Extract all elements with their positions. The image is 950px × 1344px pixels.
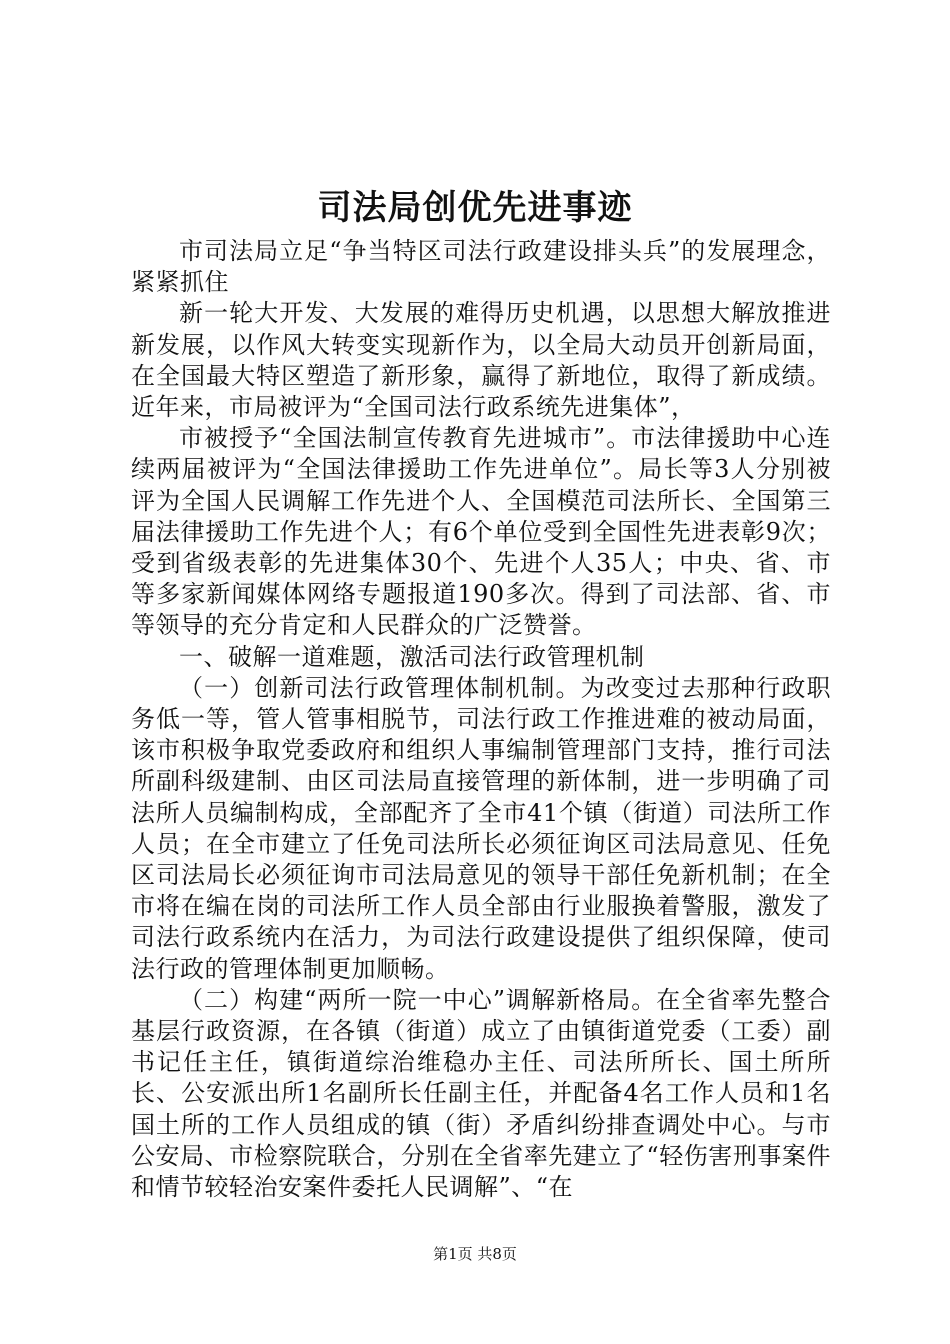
paragraph-intro: 市司法局立足“争当特区司法行政建设排头兵”的发展理念，紧紧抓住	[131, 237, 831, 297]
document-title: 司法局创优先进事迹	[317, 188, 633, 228]
paragraph-subsection-1: （一）创新司法行政管理体制机制。为改变过去那种行政职务低一等，管人管事相脱节，司法行政工作推进难的被动局面，该市积极争取党委政府和组织人事编制管理部门支持，推行司法所副科级建制、由区司法局直接管理的新体制，进一步明确了司法所人员编制构成，全部配齐了全市41个镇（街道）司法所工作人员；在全市建立了任免司法所长必须征询区司法局意见、任免区司法局长必须征询市司法局意见的领导干部任免新机制；在全市将在编在岗的司法所工作人员全部由行业服换着警服，激发了司法行政系统内在活力，为司法行政建设提供了组织保障，使司法行政的管理体制更加顺畅。	[131, 673, 831, 983]
document-body	[131, 236, 831, 1203]
paragraph-honors: 市被授予“全国法制宣传教育先进城市”。市法律援助中心连续两届被评为“全国法律援助工作先进单位”。局长等3人分别被评为全国人民调解工作先进个人、全国模范司法所长、全国第三届法律援助工作先进个人；有6个单位受到全国性先进表彰9次；受到省级表彰的先进集体30个、先进个人35人；中央、省、市等多家新闻媒体网络专题报道190多次。得到了司法部、省、市等领导的充分肯定和人民群众的广泛赞誉。	[131, 424, 831, 640]
page-number-footer: 第1页 共8页	[433, 1245, 517, 1263]
paragraph-achievements: 新一轮大开发、大发展的难得历史机遇，以思想大解放推进新发展，以作风大转变实现新作为，以全局大动员开创新局面，在全国最大特区塑造了新形象，赢得了新地位，取得了新成绩。近年来，市局被评为“全国司法行政系统先进集体”，	[131, 299, 831, 422]
section-heading-1: 一、破解一道难题，激活司法行政管理机制	[179, 642, 645, 671]
paragraph-subsection-2: （二）构建“两所一院一中心”调解新格局。在全省率先整合基层行政资源，在各镇（街道）成立了由镇街道党委（工委）副书记任主任，镇街道综治维稳办主任、司法所所长、国土所所长、公安派出所1名副所长任副主任，并配备4名工作人员和1名国土所的工作人员组成的镇（街）矛盾纠纷排查调处中心。与市公安局、市检察院联合，分别在全省率先建立了“轻伤害刑事案件和情节较轻治安案件委托人民调解”、“在	[131, 985, 831, 1202]
